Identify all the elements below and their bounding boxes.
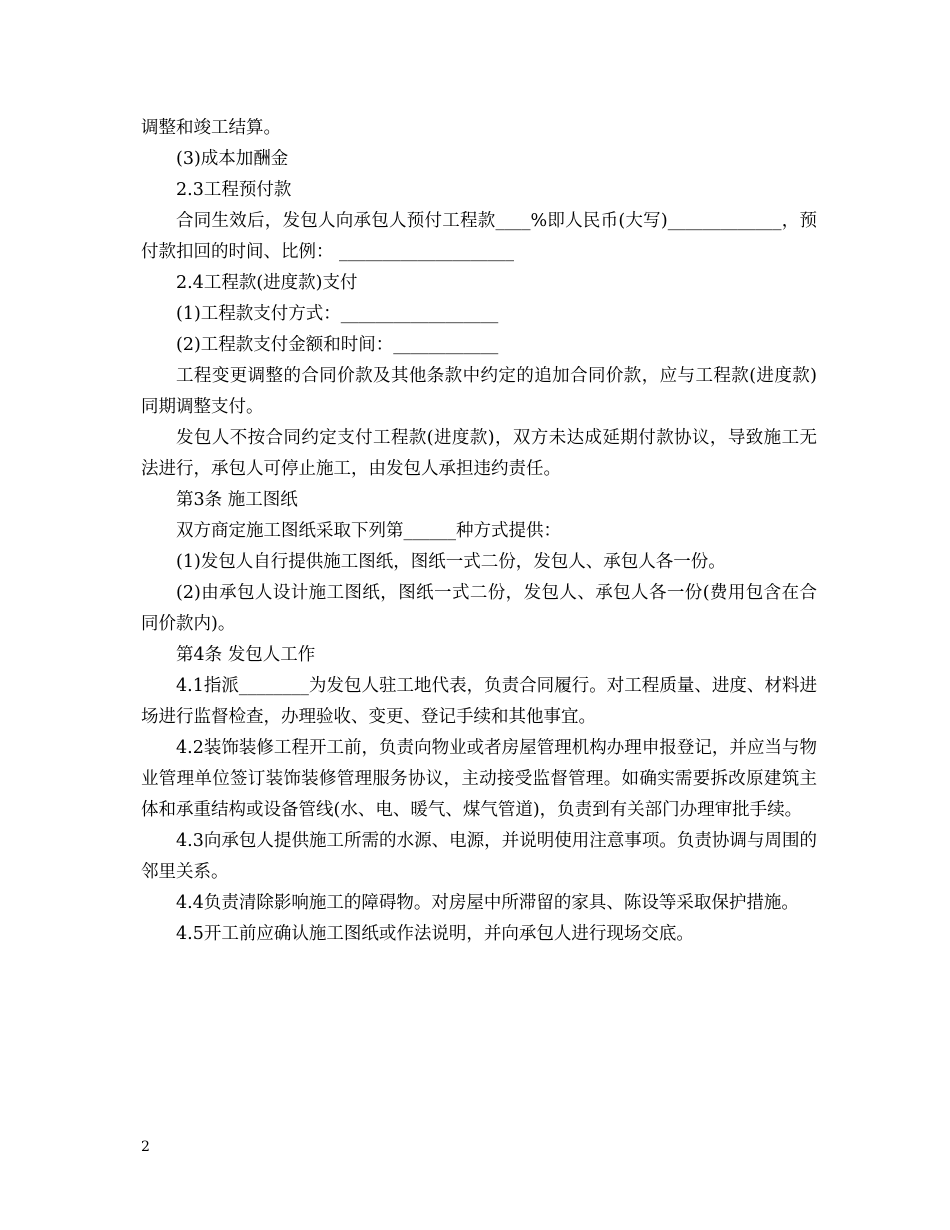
paragraph: (3)成本加酬金 <box>176 149 289 169</box>
paragraph: (1)工程款支付方式：__________________ <box>176 304 499 324</box>
paragraph: 4.1指派________为发包人驻工地代表，负责合同履行。对工程质量、进度、材料进场进行监督检查，办理验收、变更、登记手续和其他事宜。 <box>141 676 817 727</box>
paragraph: 第3条 施工图纸 <box>176 490 298 510</box>
paragraph: 2.3工程预付款 <box>176 180 292 200</box>
paragraph: 2.4工程款(进度款)支付 <box>176 273 358 293</box>
paragraph: 发包人不按合同约定支付工程款(进度款)，双方未达成延期付款协议，导致施工无法进行，承包人可停止施工，由发包人承担违约责任。 <box>141 428 817 479</box>
paragraph: (1)发包人自行提供施工图纸，图纸一式二份，发包人、承包人各一份。 <box>176 552 726 572</box>
paragraph: 调整和竣工结算。 <box>141 118 281 138</box>
paragraph: (2)工程款支付金额和时间：____________ <box>176 335 499 355</box>
paragraph: 4.5开工前应确认施工图纸或作法说明，并向承包人进行现场交底。 <box>176 924 694 944</box>
paragraph: 4.2装饰装修工程开工前，负责向物业或者房屋管理机构办理申报登记，并应当与物业管理单位签订装饰装修管理服务协议，主动接受监督管理。如确实需要拆改原建筑主体和承重结构或设备管线(水、电、暖气、煤气管道)，负责到有关部门办理审批手续。 <box>141 738 817 820</box>
paragraph: 第4条 发包人工作 <box>176 645 316 665</box>
paragraph: 双方商定施工图纸采取下列第______种方式提供： <box>176 521 561 541</box>
paragraph: 4.3向承包人提供施工所需的水源、电源，并说明使用注意事项。负责协调与周围的邻里关系。 <box>141 831 817 882</box>
paragraph: 工程变更调整的合同价款及其他条款中约定的追加合同价款，应与工程款(进度款)同期调整支付。 <box>141 366 817 417</box>
page-number: 2 <box>141 1139 150 1155</box>
paragraph: (2)由承包人设计施工图纸，图纸一式二份，发包人、承包人各一份(费用包含在合同价款内)。 <box>141 583 817 634</box>
document-body <box>141 113 817 950</box>
paragraph: 合同生效后，发包人向承包人预付工程款____%即人民币(大写)_____________，预付款扣回的时间、比例： ____________________ <box>141 211 817 262</box>
paragraph: 4.4负责清除影响施工的障碍物。对房屋中所滞留的家具、陈设等采取保护措施。 <box>176 893 799 913</box>
